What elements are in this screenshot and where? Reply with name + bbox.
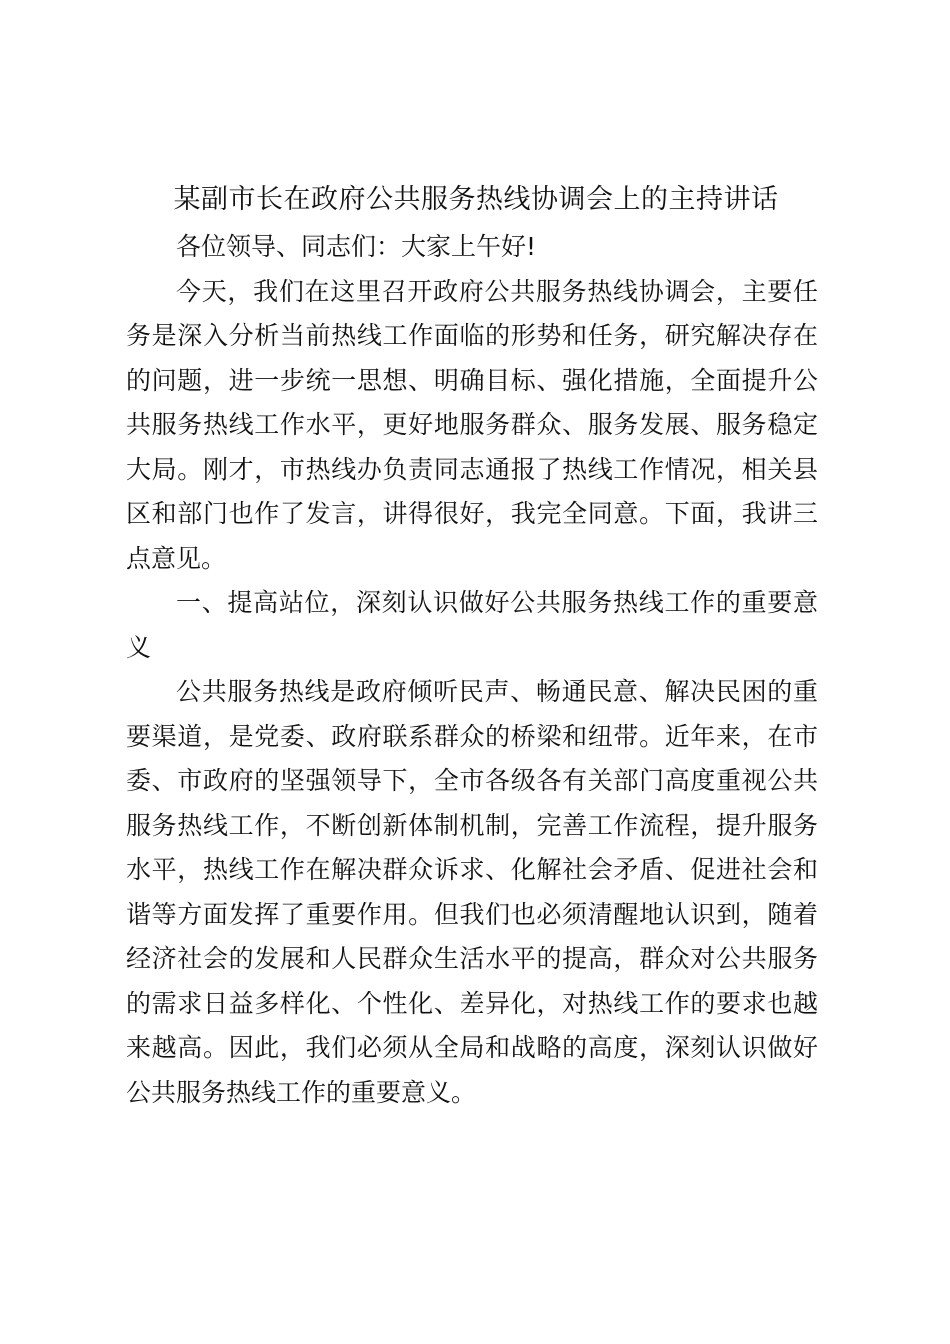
document-title: 某副市长在政府公共服务热线协调会上的主持讲话 [173, 184, 779, 215]
document-body [126, 225, 818, 1115]
section-heading: 一、提高站位，深刻认识做好公共服务热线工作的重要意义 [126, 588, 818, 662]
body-paragraph: 公共服务热线是政府倾听民声、畅通民意、解决民困的重要渠道，是党委、政府联系群众的桥梁和纽带。近年来，在市委、市政府的坚强领导下，全市各级各有关部门高度重视公共服务热线工作，不断创新体制机制，完善工作流程，提升服务水平，热线工作在解决群众诉求、化解社会矛盾、促进社会和谐等方面发挥了重要作用。但我们也必须清醒地认识到，随着经济社会的发展和人民群众生活水平的提高，群众对公共服务的需求日益多样化、个性化、差异化，对热线工作的要求也越来越高。因此，我们必须从全局和战略的高度，深刻认识做好公共服务热线工作的重要意义。 [126, 677, 818, 1107]
intro-paragraph: 今天，我们在这里召开政府公共服务热线协调会，主要任务是深入分析当前热线工作面临的形势和任务，研究解决存在的问题，进一步统一思想、明确目标、强化措施，全面提升公共服务热线工作水平，更好地服务群众、服务发展、服务稳定大局。刚才，市热线办负责同志通报了热线工作情况，相关县区和部门也作了发言，讲得很好，我完全同意。下面，我讲三点意见。 [126, 276, 818, 573]
greeting-paragraph: 各位领导、同志们：大家上午好! [176, 232, 537, 261]
